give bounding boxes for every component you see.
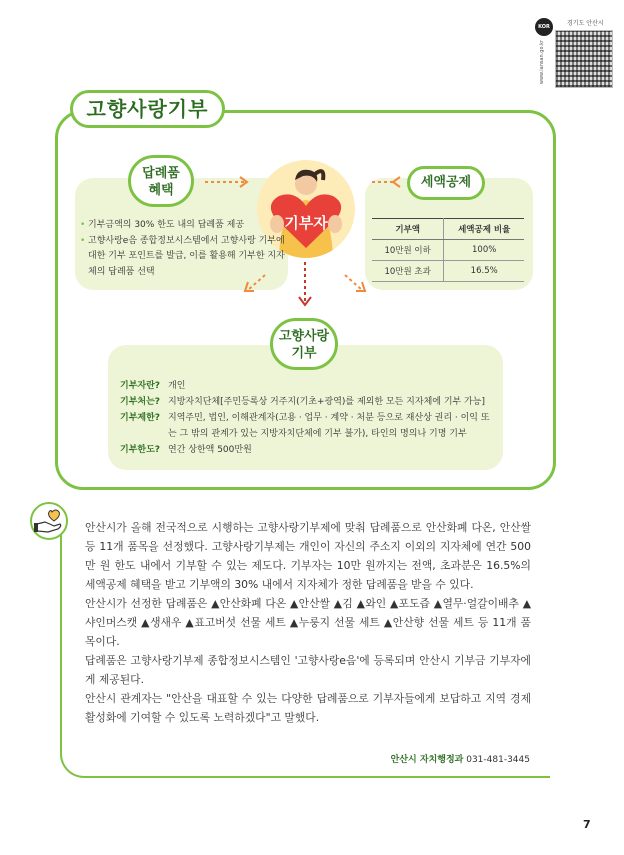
page-title: 고향사랑기부 [70,90,225,128]
info-key: 기부제한? [120,413,160,423]
tax-credit-table [372,218,524,282]
city-seal-icon: KOR [535,18,553,36]
table-header: 기부액 [372,219,444,240]
list-item: • 기부금액의 30% 한도 내의 답례품 제공 [80,218,285,234]
info-row [120,394,498,410]
hometown-bubble-line2: 기부 [291,346,317,361]
table-row [372,240,524,261]
gift-bubble [128,155,194,207]
info-row [120,410,498,442]
website-url: www.iansan.go.kr [539,40,545,85]
tax-bubble: 세액공제 [407,166,485,200]
article-paragraph: 안산시가 올해 전국적으로 시행하는 고향사랑기부제에 맞춰 답례품으로 안산화폐 다온, 안산쌀 등 11개 품목을 선정했다. 고향사랑기부제는 개인이 자신의 주소지 이외의 지자체에 연간 500만 원 한도 내에서 기부할 수 있는 제도다. 기부자는 10만 원까지는 전액, 초과분은 16.5%의 세액공제 혜택을 받고 기부액의 30% 내에서 지자체가 정한 답례품을 받을 수 있다. [85,521,531,591]
info-key: 기부한도? [120,445,160,455]
table-cell: 10만원 이하 [372,240,444,261]
qr-code-icon[interactable] [555,30,613,88]
info-value: 지방자치단체[주민등록상 거주지(기초+광역)를 제외한 모든 지자체에 기부 가능] [168,397,485,407]
donation-info [120,378,498,458]
article-paragraph: 안산시 관계자는 "안산을 대표할 수 있는 다양한 답례품으로 기부자들에게 보답하고 지역 경제 활성화에 기여할 수 있도록 노력하겠다"고 말했다. [85,692,531,724]
qr-code-area [535,18,607,96]
donor-label: 기부자 [284,214,328,232]
info-row [120,378,498,394]
info-row [120,442,498,458]
article-body [85,518,531,727]
hometown-bubble [270,318,338,370]
table-row [372,261,524,282]
table-cell: 10만원 초과 [372,261,444,282]
list-item: • 고향사랑e음 종합정보시스템에서 고향사랑 기부에 대한 기부 포인트를 발급, 이를 활용해 기부한 지자체의 답례품 선택 [80,234,285,281]
contact-phone: 031-481-3445 [466,755,530,765]
info-key: 기부처는? [120,397,160,407]
gift-benefit-list [80,218,285,280]
info-value: 연간 상한액 500만원 [168,445,252,455]
contact-info [300,752,530,765]
info-value: 개인 [168,381,186,391]
table-header: 세액공제 비율 [444,219,524,240]
page-number: 7 [583,818,591,831]
article-paragraph: 답례품은 고향사랑기부제 종합정보시스템인 '고향사랑e음'에 등록되며 안산시 기부금 기부자에게 제공된다. [85,654,531,686]
hometown-bubble-line1: 고향사랑 [278,329,330,344]
article-paragraph: 안산시가 선정한 답례품은 ▲안산화폐 다온 ▲안산쌀 ▲김 ▲와인 ▲포도즙 ▲열무·얼갈이배추 ▲샤인머스캣 ▲생새우 ▲표고버섯 선물 세트 ▲누룽지 선물 세트 ▲안산향 선물 세트 등 11개 품목이다. [85,597,531,648]
gift-bubble-line1: 답례품 [142,166,180,181]
table-cell: 16.5% [444,261,524,282]
qr-label: 경기도 안산시 [567,20,604,27]
hand-heart-icon [30,502,68,540]
table-cell: 100% [444,240,524,261]
info-key: 기부자란? [120,381,160,391]
contact-dept: 안산시 자치행정과 [390,755,464,765]
gift-bubble-line2: 혜택 [148,183,174,198]
info-value: 지역주민, 법인, 이해관계자(고용 · 업무 · 계약 · 처분 등으로 재산상 권리 · 이익 또는 그 밖의 관계가 있는 지방자치단체에 기부 불가), 타인의 명의나 기명 기부 [168,413,490,439]
